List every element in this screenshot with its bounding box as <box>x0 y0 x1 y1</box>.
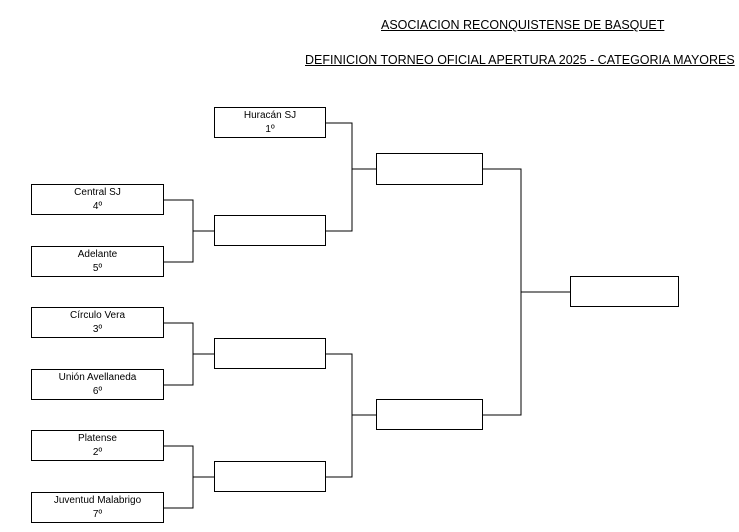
page-title: ASOCIACION RECONQUISTENSE DE BASQUET <box>381 18 665 32</box>
team-name: Unión Avellaneda <box>58 371 137 383</box>
team-seed: 2º <box>92 446 103 458</box>
connector-qf3-qf4 <box>326 354 352 477</box>
team-name: Platense <box>78 432 117 444</box>
bracket-box-sf-2 <box>376 399 483 430</box>
bracket-box-qf-3 <box>214 338 326 369</box>
bracket-box-platense <box>31 430 164 461</box>
bracket-box-huracan <box>214 107 326 138</box>
page-subtitle: DEFINICION TORNEO OFICIAL APERTURA 2025 - CATEGORIA MAYORES <box>305 53 735 67</box>
team-seed: 7º <box>92 508 103 520</box>
bracket-box-union <box>31 369 164 400</box>
connector-sf1-sf2 <box>483 169 521 415</box>
team-seed: 6º <box>92 385 103 397</box>
bracket-box-final <box>570 276 679 307</box>
team-seed: 4º <box>92 200 103 212</box>
team-name: Central SJ <box>74 186 121 198</box>
connector-platense-juventud <box>164 446 193 508</box>
team-name: Juventud Malabrigo <box>53 494 142 506</box>
connector-central-adelante <box>164 200 193 262</box>
bracket-box-qf-2 <box>214 215 326 246</box>
team-name: Círculo Vera <box>69 309 126 321</box>
bracket-box-juventud <box>31 492 164 523</box>
team-seed: 3º <box>92 323 103 335</box>
team-name: Adelante <box>77 248 118 260</box>
team-seed: 5º <box>92 262 103 274</box>
connector-qf1-qf2 <box>326 123 352 231</box>
team-seed: 1º <box>265 123 275 135</box>
bracket-box-central <box>31 184 164 215</box>
bracket-box-qf-4 <box>214 461 326 492</box>
connector-circulo-union <box>164 323 193 385</box>
bracket-box-circulo <box>31 307 164 338</box>
bracket-box-adelante <box>31 246 164 277</box>
bracket-box-sf-1 <box>376 153 483 185</box>
team-name: Huracán SJ <box>243 109 297 121</box>
